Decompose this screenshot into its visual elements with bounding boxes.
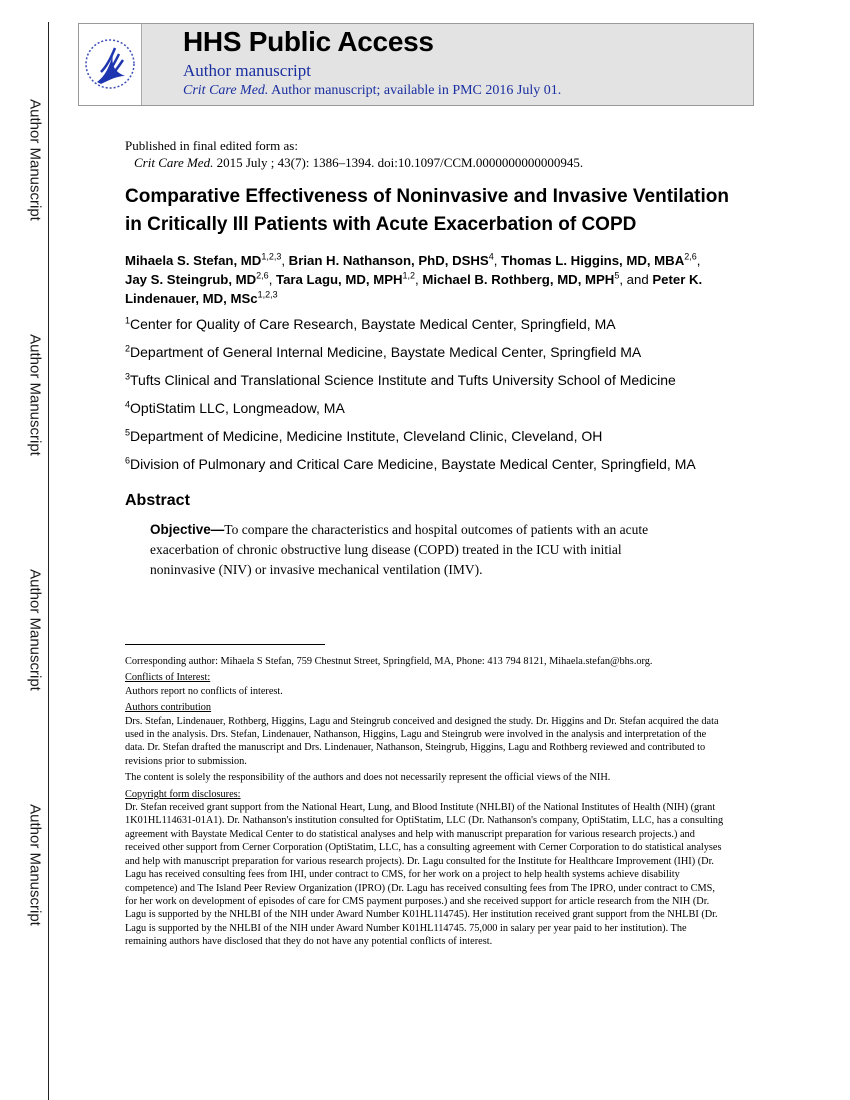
author-list	[125, 251, 725, 308]
affiliation-number: 5	[125, 427, 131, 438]
affiliation-text: Division of Pulmonary and Critical Care Medicine, Baystate Medical Center, Springfield, MA	[130, 456, 696, 472]
affiliation-number: 2	[125, 343, 131, 354]
affiliation	[125, 422, 735, 450]
author-separator: , and	[619, 272, 653, 287]
affiliation	[125, 366, 735, 394]
abstract-heading: Abstract	[125, 492, 190, 509]
author-separator: ,	[268, 272, 277, 287]
citation-text: 2015 July ; 43(7): 1386–1394. doi:10.1097/CCM.0000000000000945.	[213, 155, 584, 170]
author-affiliation-sup: 5	[614, 270, 620, 281]
author-name: Thomas L. Higgins, MD, MBA	[501, 253, 685, 268]
author-separator: ,	[281, 253, 289, 268]
author-affiliation-sup: 1,2,3	[261, 251, 282, 262]
affiliation-text: Center for Quality of Care Research, Baystate Medical Center, Springfield, MA	[130, 316, 616, 332]
abstract-objective	[150, 520, 670, 580]
footnotes	[125, 655, 725, 949]
author-name: Brian H. Nathanson, PhD, DSHS	[288, 253, 489, 268]
conflicts-heading: Conflicts of Interest:	[125, 672, 211, 684]
affiliation-number: 1	[125, 315, 131, 326]
affiliation	[125, 310, 735, 338]
affiliation-text: OptiStatim LLC, Longmeadow, MA	[130, 400, 345, 416]
contrib-text: Drs. Stefan, Lindenauer, Rothberg, Higgins, Lagu and Steingrub conceived and designed the study. Dr. Higgins and Dr. Stefan acquired the data used in the analysis. Drs. Stefan, Lindenauer, Nathanson, Higgins, Lagu and Steingrub were involved in the analysis and interpretation of the data. Dr. Stefan drafted the manuscript and Drs. Lindenauer, Nathanson, Steingrub, Higgins, Lagu and Rothberg reviewed and contributed to revisions prior to submission.	[125, 715, 719, 767]
journal-name: Crit Care Med.	[134, 155, 214, 170]
copyright-text: Dr. Stefan received grant support from the National Heart, Lung, and Blood Institute (NHLBI) of the National Institutes of Health (NIH) (grant 1K01HL114631-01A1). Dr. Nathanson's institution consulted for OptiStatim, LLC (Dr. Nathanson's company, OptiStatim, LLC, has a consulting agreement with Baystate Medical Center to do statistical analyses and help with manuscript preparation for various research projects.) and received other support from Cerner Corporation (OptiStatim, LLC, has a consulting agreement with Cerner Corporation to do statistical analyses and help with manuscript preparation for various research projects). Dr. Lagu consulted for the Institute for Healthcare Improvement (IHI) (Dr. Lagu has received consulting fees from IHI, under contract to CMS, for her work on a project to help health systems achieve disability competence) and The Island Peer Review Organization (IPRO) (Dr. Lagu has received consulting fees from The IPRO, under contract to CMS, for her work on development of episodes of care for CMS payment purposes.) and she received support for article research from the NIH (Dr. Lagu is supported by the NHLBI of the NIH under Award Number K01HL114745). Her institution received grant support from the NHLBI (Dr. Lagu is supported by the NHLBI of the NIH under Award Number K01HL114745. 75,000 in salary per year paid to her institution). The remaining authors have disclosed that they do not have any potential conflicts of interest.	[125, 802, 724, 948]
side-label-text: Author Manuscript	[26, 804, 44, 926]
author-name: Tara Lagu, MD, MPH	[276, 272, 403, 287]
header-availability	[183, 82, 561, 99]
header-title: HHS Public Access	[183, 26, 434, 57]
author-affiliation-sup: 2,6	[684, 251, 697, 262]
margin-rule	[48, 22, 49, 1100]
journal-name: Crit Care Med.	[183, 83, 269, 98]
contrib-heading: Authors contribution	[125, 702, 212, 714]
copyright-heading: Copyright form disclosures:	[125, 788, 241, 800]
author-affiliation-sup: 1,2	[402, 270, 416, 281]
published-label: Published in final edited form as:	[125, 138, 298, 153]
author-name: Michael B. Rothberg, MD, MPH	[422, 272, 615, 287]
side-label-text: Author Manuscript	[26, 569, 44, 691]
objective-label: Objective—	[150, 522, 225, 537]
author-name: Jay S. Steingrub, MD	[125, 272, 257, 287]
disclaimer: The content is solely the responsibility of the authors and does not necessarily represent the official views of the NIH.	[125, 772, 611, 784]
published-citation	[125, 154, 735, 171]
corresponding-author: Corresponding author: Mihaela S Stefan, 759 Chestnut Street, Springfield, MA, Phone: 413 794 8121, Mihaela.stefan@bhs.org.	[125, 656, 653, 667]
hhs-logo-icon	[79, 24, 142, 105]
affiliation	[125, 338, 735, 366]
conflicts-text: Authors report no conflicts of interest.	[125, 685, 283, 697]
author-affiliation-sup: 1,2,3	[257, 289, 278, 300]
author-name: Peter K. Lindenauer, MD, MSc	[125, 272, 703, 306]
footnote-rule	[125, 644, 325, 645]
affiliations	[125, 310, 735, 478]
affiliation-number: 6	[125, 455, 131, 466]
affiliation	[125, 394, 735, 422]
affiliation-text: Tufts Clinical and Translational Science Institute and Tufts University School of Medicine	[130, 372, 676, 388]
hhs-header	[78, 23, 754, 106]
affiliation-text: Department of General Internal Medicine, Baystate Medical Center, Springfield MA	[130, 344, 642, 360]
author-separator: ,	[696, 253, 701, 268]
author-name: Mihaela S. Stefan, MD	[125, 253, 262, 268]
affiliation-number: 3	[125, 371, 131, 382]
article-column	[125, 137, 735, 952]
affiliation	[125, 450, 735, 478]
author-affiliation-sup: 4	[488, 251, 494, 262]
article-title: Comparative Effectiveness of Noninvasive and Invasive Ventilation in Critically Ill Patients with Acute Exacerbation of COPD	[125, 186, 729, 235]
side-label-text: Author Manuscript	[26, 99, 44, 221]
author-affiliation-sup: 2,6	[256, 270, 269, 281]
side-label-text: Author Manuscript	[26, 334, 44, 456]
author-separator: ,	[415, 272, 423, 287]
author-separator: ,	[493, 253, 502, 268]
affiliation-number: 4	[125, 399, 131, 410]
objective-text: To compare the characteristics and hospital outcomes of patients with an acute exacerbation of chronic obstructive lung disease (COPD) treated in the ICU with initial noninvasive (NIV) or invasive mechanical ventilation (IMV).	[150, 522, 649, 577]
availability-text: Author manuscript; available in PMC 2016 July 01.	[268, 83, 562, 98]
header-subtitle: Author manuscript	[183, 61, 311, 80]
affiliation-text: Department of Medicine, Medicine Institute, Cleveland Clinic, Cleveland, OH	[130, 428, 603, 444]
